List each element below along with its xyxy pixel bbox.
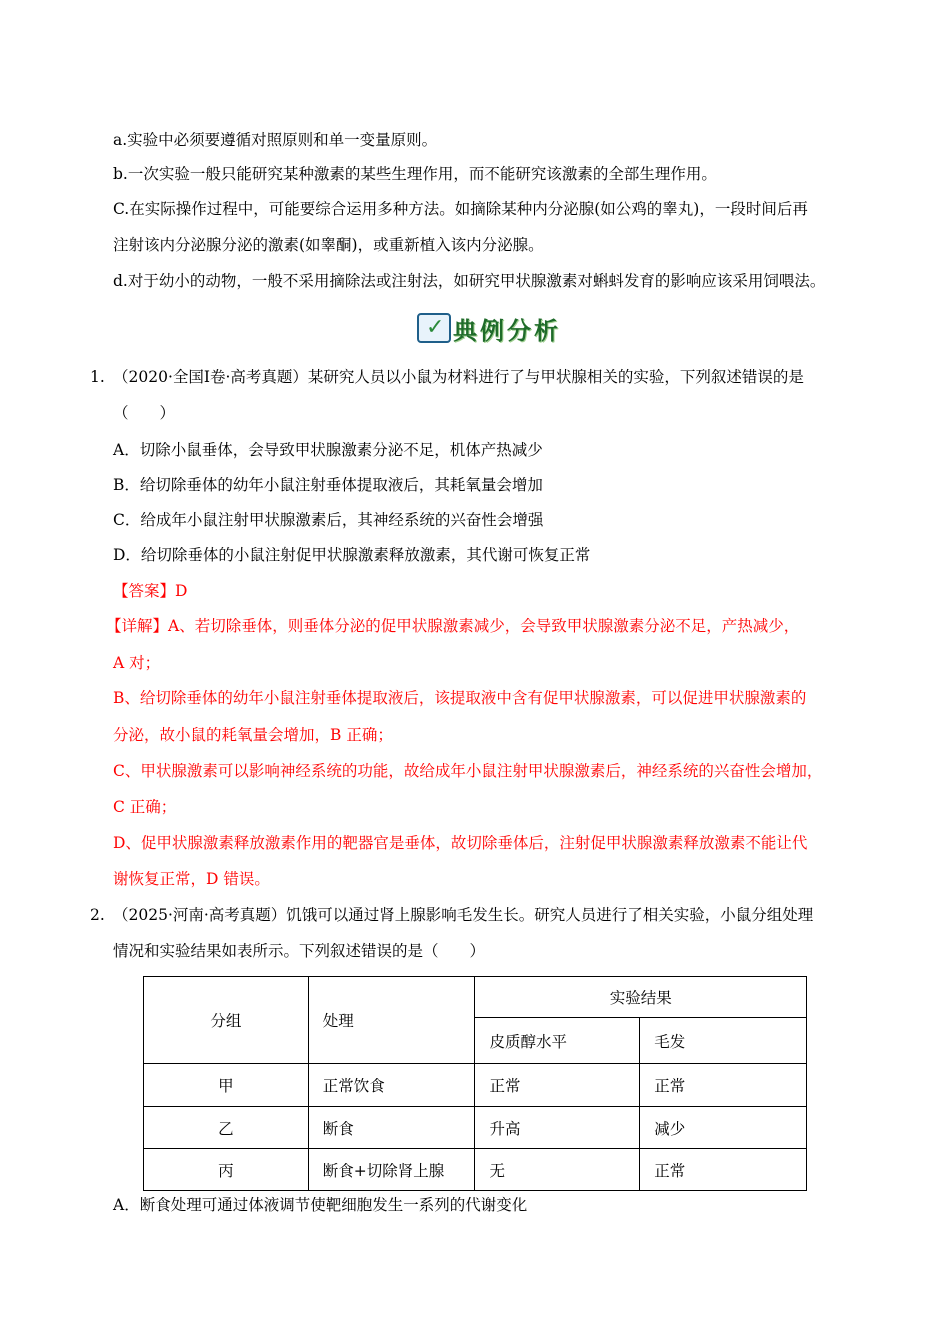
question-1-explanation-4: 分泌，故小鼠的耗氧量会增加，B 正确；	[113, 726, 393, 744]
intro-a: a.实验中必须要遵循对照原则和单一变量原则。	[113, 131, 438, 149]
question-1-explanation-3: B、给切除垂体的幼年小鼠注射垂体提取液后，该提取液中含有促甲状腺激素，可以促进甲状腺激素的	[113, 689, 807, 707]
header-cortisol: 皮质醇水平	[475, 1018, 640, 1064]
question-1-explanation-5: C、甲状腺激素可以影响神经系统的功能，故给成年小鼠注射甲状腺激素后，神经系统的兴奋性会增加，	[113, 762, 823, 780]
intro-c-line1: C.在实际操作过程中，可能要综合运用多种方法。如摘除某种内分泌腺(如公鸡的睾丸)，一段时间后再	[113, 200, 808, 218]
cell-group: 丙	[144, 1149, 309, 1191]
question-1-paren: （ ）	[113, 404, 176, 422]
question-1-number: 1.	[90, 368, 105, 386]
intro-d: d.对于幼小的动物，一般不采用摘除法或注射法，如研究甲状腺激素对蝌蚪发育的影响应该采用饲喂法。	[113, 272, 826, 290]
cell-hair: 减少	[640, 1107, 807, 1149]
header-treatment: 处理	[308, 977, 475, 1064]
cell-cortisol: 无	[475, 1149, 640, 1191]
question-2-option-a: A．断食处理可通过体液调节使靶细胞发生一系列的代谢变化	[113, 1196, 528, 1214]
cell-hair: 正常	[640, 1149, 807, 1191]
table-row	[144, 1064, 807, 1107]
question-1-explanation-2: A 对；	[113, 654, 161, 672]
header-hair: 毛发	[640, 1018, 807, 1064]
cell-cortisol: 正常	[475, 1064, 640, 1107]
question-1-explanation-8: 谢恢复正常，D 错误。	[113, 870, 270, 888]
question-1-answer: 【答案】D	[113, 582, 188, 600]
question-1-explanation-6: C 正确；	[113, 798, 177, 816]
table-row	[144, 1107, 807, 1149]
intro-b: b.一次实验一般只能研究某种激素的某些生理作用，而不能研究该激素的全部生理作用。	[113, 165, 717, 183]
cell-treatment: 断食	[308, 1107, 475, 1149]
header-results: 实验结果	[475, 977, 807, 1018]
question-1-option-c: C．给成年小鼠注射甲状腺激素后，其神经系统的兴奋性会增强	[113, 511, 544, 529]
cell-group: 乙	[144, 1107, 309, 1149]
question-1-explanation-1: 【详解】A、若切除垂体，则垂体分泌的促甲状腺激素减少，会导致甲状腺激素分泌不足，产热减少，	[106, 617, 800, 635]
question-1-option-a: A．切除小鼠垂体，会导致甲状腺激素分泌不足，机体产热减少	[113, 441, 543, 459]
question-1-option-d: D．给切除垂体的小鼠注射促甲状腺激素释放激素，其代谢可恢复正常	[113, 546, 591, 564]
cell-treatment: 正常饮食	[308, 1064, 475, 1107]
results-table	[143, 976, 807, 1191]
cell-treatment: 断食+切除肾上腺	[308, 1149, 475, 1191]
checklist-icon: ✓	[417, 313, 451, 343]
intro-c-line2: 注射该内分泌腺分泌的激素(如睾酮)，或重新植入该内分泌腺。	[113, 236, 544, 254]
banner-title: 典例分析	[453, 317, 561, 345]
question-2-stem-1: （2025·河南·高考真题）饥饿可以通过肾上腺影响毛发生长。研究人员进行了相关实验，小鼠分组处理	[113, 906, 814, 924]
cell-group: 甲	[144, 1064, 309, 1107]
question-2-stem-2: 情况和实验结果如表所示。下列叙述错误的是（ ）	[113, 942, 486, 960]
cell-cortisol: 升高	[475, 1107, 640, 1149]
cell-hair: 正常	[640, 1064, 807, 1107]
question-1-option-b: B．给切除垂体的幼年小鼠注射垂体提取液后，其耗氧量会增加	[113, 476, 543, 494]
question-1-explanation-7: D、促甲状腺激素释放激素作用的靶器官是垂体，故切除垂体后，注射促甲状腺激素释放激素不能让代	[113, 834, 808, 852]
table-row	[144, 1149, 807, 1191]
question-2-number: 2.	[90, 906, 105, 924]
example-analysis-banner	[417, 309, 563, 343]
header-group: 分组	[144, 977, 309, 1064]
question-1-stem: （2020·全国Ⅰ卷·高考真题）某研究人员以小鼠为材料进行了与甲状腺相关的实验，下列叙述错误的是	[113, 368, 804, 386]
